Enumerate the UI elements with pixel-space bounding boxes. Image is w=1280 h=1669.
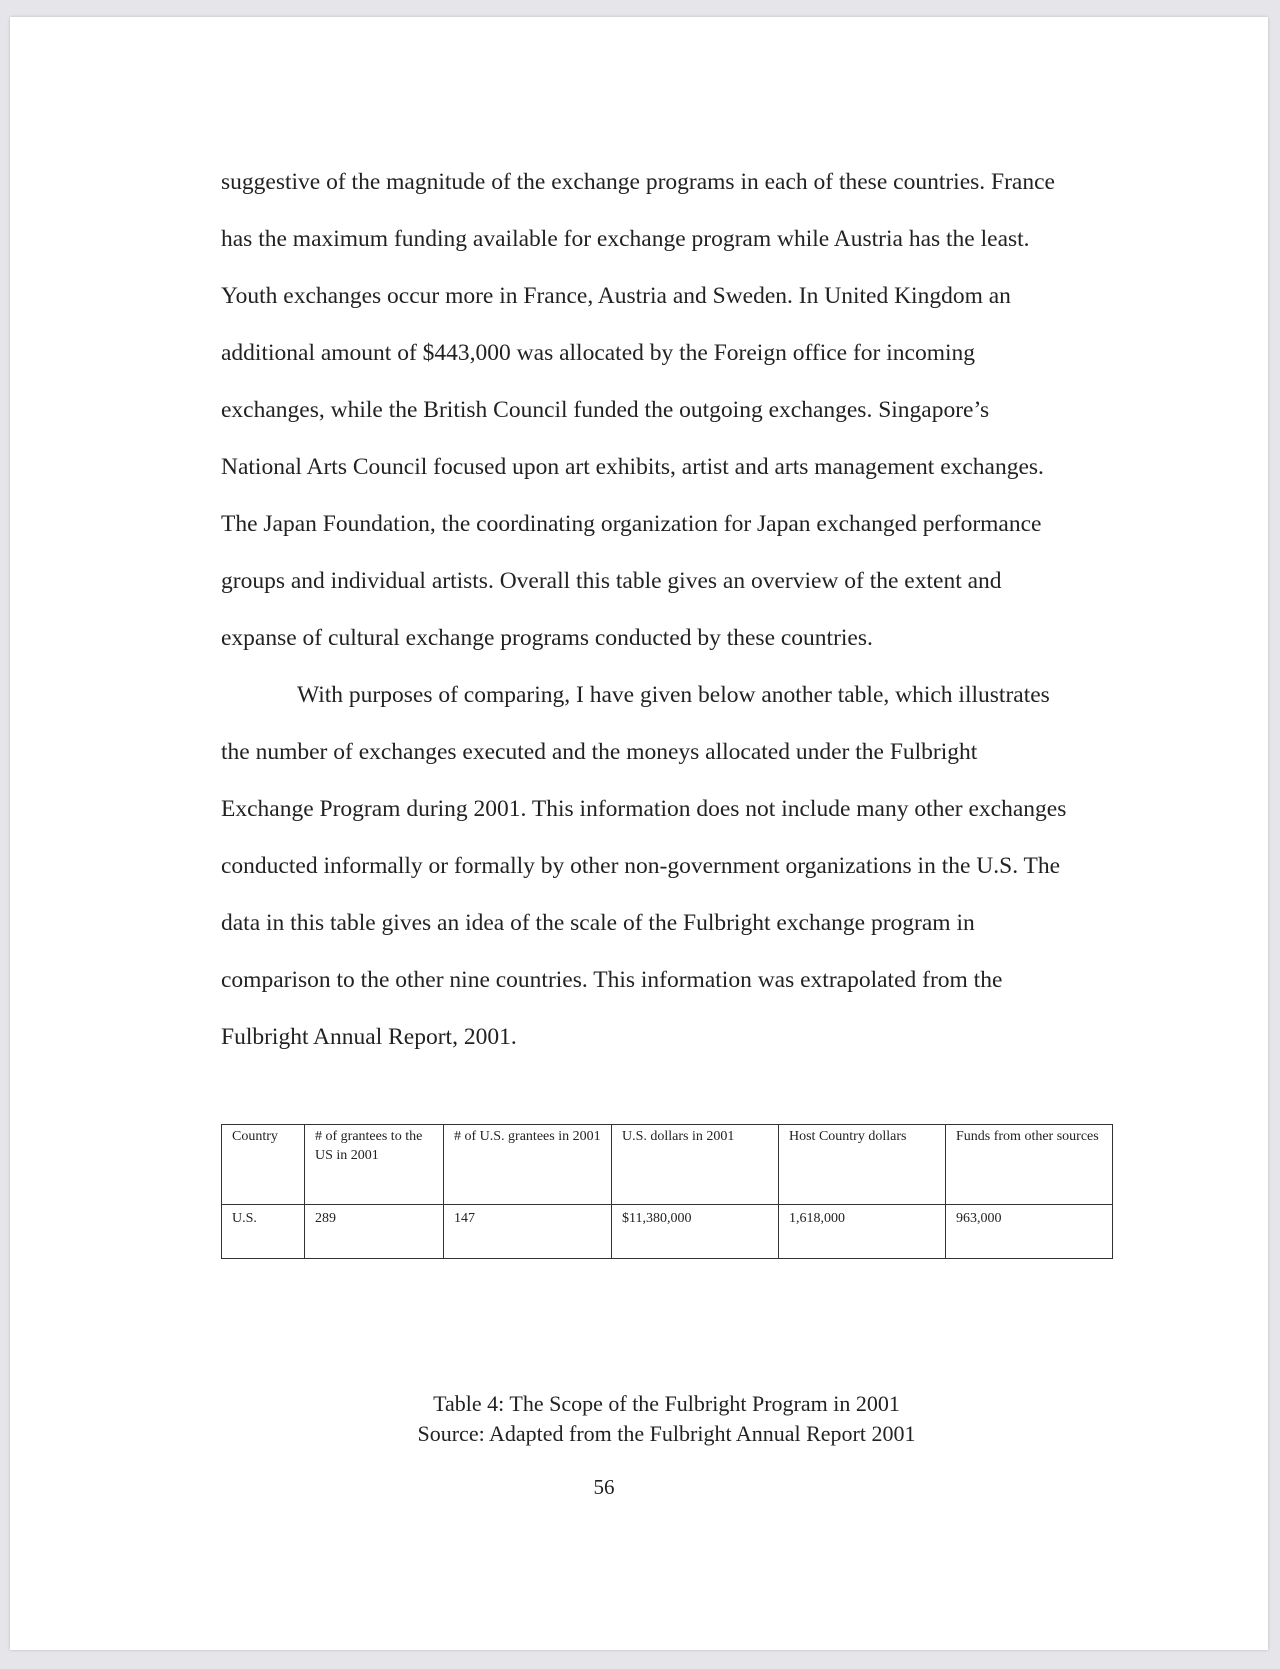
body-line: groups and individual artists. Overall this table gives an overview of the extent and (221, 568, 1002, 594)
cell-us-dollars: $11,380,000 (612, 1205, 779, 1259)
header-host-country-dollars: Host Country dollars (779, 1125, 946, 1205)
body-text (221, 154, 1141, 1066)
table-caption-source: Source: Adapted from the Fulbright Annual Report 2001 (417, 1421, 916, 1446)
body-line: exchanges, while the British Council funded the outgoing exchanges. Singapore’s (221, 397, 990, 423)
body-line: Exchange Program during 2001. This information does not include many other exchanges (221, 796, 1067, 822)
cell-host-country-dollars: 1,618,000 (779, 1205, 946, 1259)
body-line: comparison to the other nine countries. This information was extrapolated from the (221, 967, 1003, 993)
cell-us-grantees: 147 (444, 1205, 612, 1259)
header-other-funds: Funds from other sources (946, 1125, 1113, 1205)
cell-country: U.S. (222, 1205, 305, 1259)
page-number: 56 (593, 1475, 615, 1499)
body-line: Fulbright Annual Report, 2001. (221, 1024, 517, 1050)
body-line: the number of exchanges executed and the moneys allocated under the Fulbright (221, 739, 978, 765)
body-line: expanse of cultural exchange programs conducted by these countries. (221, 625, 873, 651)
fulbright-table (221, 1124, 1113, 1259)
body-line: suggestive of the magnitude of the exchange programs in each of these countries. France (221, 169, 1055, 195)
header-us-grantees: # of U.S. grantees in 2001 (444, 1125, 612, 1205)
body-line: additional amount of $443,000 was allocated by the Foreign office for incoming (221, 340, 975, 366)
table-row (222, 1205, 1113, 1259)
cell-grantees-to-us: 289 (305, 1205, 444, 1259)
body-line: data in this table gives an idea of the scale of the Fulbright exchange program in (221, 910, 975, 936)
table-caption-title: Table 4: The Scope of the Fulbright Program in 2001 (433, 1391, 900, 1416)
header-grantees-to-us: # of grantees to the US in 2001 (305, 1125, 444, 1205)
body-line-indented: With purposes of comparing, I have given below another table, which illustrates (297, 682, 1050, 708)
header-country: Country (222, 1125, 305, 1205)
body-line: National Arts Council focused upon art exhibits, artist and arts management exchanges. (221, 454, 1044, 480)
body-line: The Japan Foundation, the coordinating organization for Japan exchanged performance (221, 511, 1042, 537)
body-line: Youth exchanges occur more in France, Austria and Sweden. In United Kingdom an (221, 283, 1011, 309)
body-line: conducted informally or formally by other non-government organizations in the U.S. The (221, 853, 1061, 879)
cell-other-funds: 963,000 (946, 1205, 1113, 1259)
body-line: has the maximum funding available for exchange program while Austria has the least. (221, 226, 1030, 252)
table-header-row (222, 1125, 1113, 1205)
header-us-dollars: U.S. dollars in 2001 (612, 1125, 779, 1205)
